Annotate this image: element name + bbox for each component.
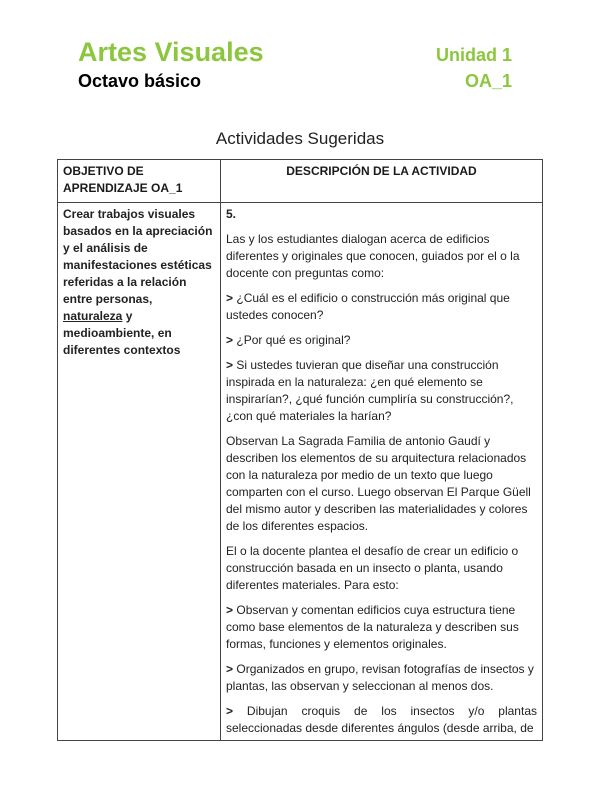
bullet-marker: > bbox=[226, 358, 234, 372]
challenge-paragraph: El o la docente plantea el desafío de crear un edificio o construcción basada en un insecto o planta, usando diferentes materiales. Para esto: bbox=[226, 544, 519, 592]
question-item bbox=[226, 290, 537, 324]
description-cell bbox=[221, 203, 543, 741]
bullet-marker: > bbox=[226, 603, 234, 617]
question-item bbox=[226, 357, 537, 425]
question-text: Si ustedes tuvieran que diseñar una construcción inspirada en la naturaleza: ¿en qué elemento se inspirarían?, ¿qué función cumpliría su construcción?, ¿con qué materiales la harían? bbox=[226, 358, 514, 423]
observation-paragraph: Observan La Sagrada Familia de antonio Gaudí y describen los elementos de su arquitectura relacionados con la naturaleza por medio de un texto que luego comparten con el curso. Luego observan El Parque Güell del mismo autor y describen las materialidades y colores de los diferentes espacios. bbox=[226, 434, 531, 533]
description-header: DESCRIPCIÓN DE LA ACTIVIDAD bbox=[221, 160, 543, 203]
question-item bbox=[226, 332, 537, 349]
objective-header: OBJETIVO DE APRENDIZAJE OA_1 bbox=[58, 160, 221, 203]
step-item bbox=[226, 602, 537, 653]
step-text: Organizados en grupo, revisan fotografías de insectos y plantas, las observan y seleccionan al menos dos. bbox=[226, 662, 534, 693]
page-header bbox=[78, 36, 512, 96]
objective-underlined-word: naturaleza bbox=[63, 309, 123, 323]
step-item bbox=[226, 661, 537, 695]
question-text: ¿Cuál es el edificio o construcción más original que ustedes conocen? bbox=[226, 291, 510, 322]
unit-label: Unidad 1 bbox=[435, 45, 512, 65]
activities-table bbox=[57, 159, 543, 741]
bullet-marker: > bbox=[226, 662, 234, 676]
objective-cell bbox=[58, 203, 221, 741]
grade-label: Octavo básico bbox=[78, 71, 202, 91]
step-text: Observan y comentan edificios cuya estructura tiene como base elementos de la naturaleza y describen sus formas, funciones y elementos originales. bbox=[226, 603, 519, 651]
bullet-marker: > bbox=[226, 291, 234, 305]
activity-number: 5. bbox=[226, 207, 237, 221]
bullet-marker: > bbox=[226, 333, 234, 347]
step-text: Dibujan croquis de los insectos y/o plantas seleccionadas desde diferentes ángulos (desde arriba, de bbox=[226, 704, 537, 735]
question-text: ¿Por qué es original? bbox=[236, 333, 351, 347]
step-item bbox=[226, 703, 537, 737]
subject-title: Artes Visuales bbox=[78, 37, 264, 67]
section-title: Actividades Sugeridas bbox=[215, 129, 385, 148]
objective-text: Crear trabajos visuales basados en la apreciación y el análisis de manifestaciones estéticas referidas a la relación entre personas, bbox=[63, 207, 213, 306]
bullet-marker: > bbox=[226, 704, 234, 718]
oa-code-label: OA_1 bbox=[464, 71, 512, 91]
intro-paragraph: Las y los estudiantes dialogan acerca de edificios diferentes y originales que conocen, guiados por el o la docente con preguntas como: bbox=[226, 232, 520, 280]
objective-text-end: y medioambiente, en diferentes contextos bbox=[63, 309, 181, 357]
table-row bbox=[58, 203, 543, 741]
table-header-row bbox=[58, 160, 543, 203]
